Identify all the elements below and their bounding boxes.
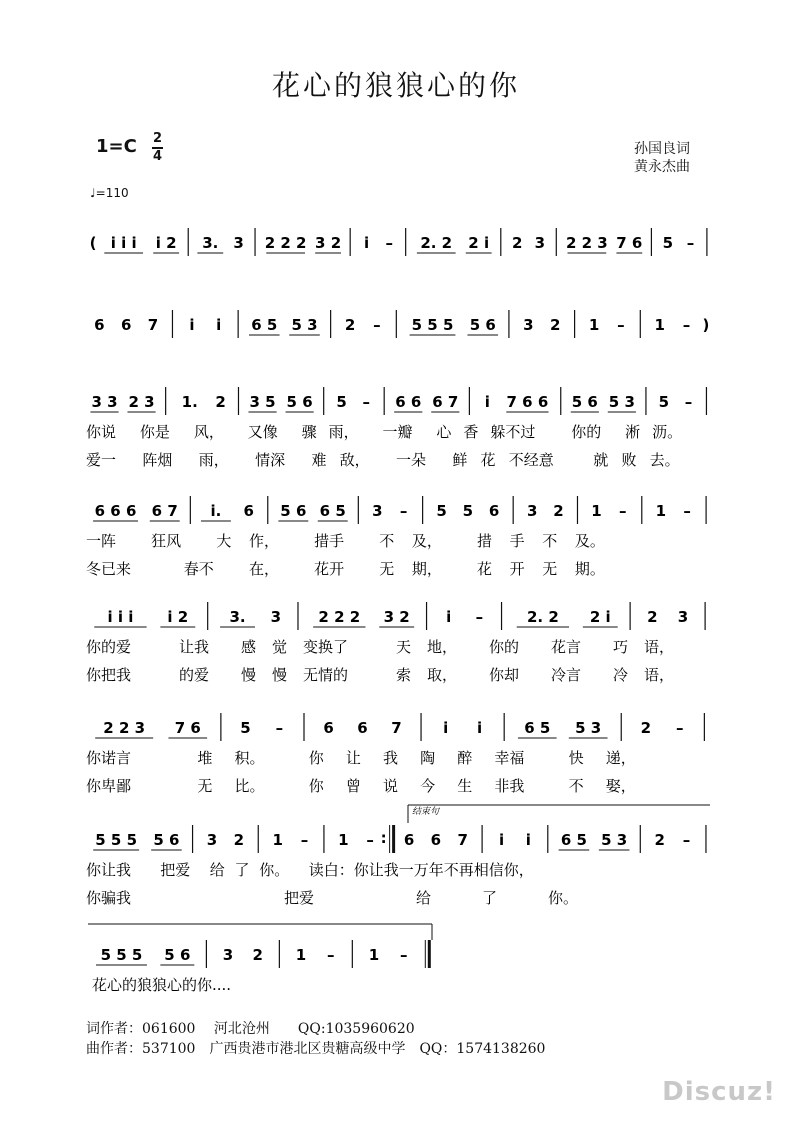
lyric-verse-2: 爱一 xyxy=(86,451,117,469)
note-group: i xyxy=(498,831,505,849)
note-group: i xyxy=(477,719,483,737)
note-group: 5 xyxy=(336,393,347,411)
note-group: i i i xyxy=(110,234,137,252)
note-group: 1 xyxy=(368,946,380,964)
note-group: – xyxy=(682,316,691,334)
composer-credit: 黄永杰曲 xyxy=(634,159,690,175)
lyric-verse-1: 狂风 xyxy=(151,532,182,550)
lyric-verse-1: 了 xyxy=(234,861,250,879)
note-group: – xyxy=(300,831,309,849)
lyric-verse-2: 去。 xyxy=(649,451,680,469)
note-group: 2 xyxy=(549,316,561,334)
lyric-verse-2: 冷言 xyxy=(551,666,582,684)
lyric-verse-1: 你 xyxy=(308,749,324,767)
note-group: 6 5 xyxy=(319,502,346,520)
lyric-verse-1: 让我 xyxy=(179,638,210,656)
note-group: 5 xyxy=(658,393,670,411)
note-group: 7 xyxy=(457,831,468,849)
footer-composer: 曲作者：537100 广西贵港市港北区贵糖高级中学 QQ：1574138260 xyxy=(86,1041,546,1057)
lyric-verse-1: 语， xyxy=(644,638,675,656)
note-group: i 2 xyxy=(155,234,177,252)
note-group: – xyxy=(683,502,691,520)
note-group: – xyxy=(275,719,284,737)
note-group: 6 xyxy=(323,719,334,737)
lyric-verse-1: 风， xyxy=(193,423,224,441)
lyric-verse-1: 香 xyxy=(463,423,479,441)
note-group: 3 xyxy=(523,316,534,334)
lyric-verse-2: 取， xyxy=(427,666,458,684)
time-sig-top: 2 xyxy=(152,131,163,146)
note-group: 3 xyxy=(206,831,218,849)
lyric-verse-2: 无 xyxy=(197,777,213,795)
lyric-verse-2: 不经意 xyxy=(508,451,554,469)
lyric-verse-2: 花 xyxy=(480,451,496,469)
lyric-verse-2: 冷 xyxy=(613,666,629,684)
lyric-verse-1: 及。 xyxy=(574,532,605,550)
note-group: 2 3 xyxy=(128,393,155,411)
lyric-verse-1: 作， xyxy=(248,532,279,550)
lyric-verse-2: 不 xyxy=(568,777,584,795)
lyric-verse-2: 花 xyxy=(477,560,493,578)
lyric-verse-1: 措 xyxy=(477,532,493,550)
lyric-verse-1: 花言 xyxy=(551,638,582,656)
note-group: – xyxy=(399,502,408,520)
lyric-verse-2: 给 xyxy=(416,889,432,907)
lyric-verse-1: 变换了 xyxy=(303,638,349,656)
lyric-verse-1: 骤 xyxy=(301,423,317,441)
lyric-verse-2: 慢 xyxy=(241,666,257,684)
lyric-verse-1: 陶 xyxy=(420,749,436,767)
lyric-verse-2: 你。 xyxy=(548,889,579,907)
repeat-sign: : xyxy=(380,829,387,847)
note-group: 6 xyxy=(357,719,368,737)
note-group: 5 6 xyxy=(164,946,191,964)
lyric-verse-2: 你骗我 xyxy=(86,889,132,907)
note-group: 6 6 xyxy=(395,393,422,411)
note-group: – xyxy=(326,946,335,964)
lyric-verse-1: 你让我 xyxy=(86,861,132,879)
note-group: 3 xyxy=(222,946,234,964)
note-group: 3 xyxy=(534,234,546,252)
note-group: 6 xyxy=(120,316,132,334)
lyric-verse-1: 躲不过 xyxy=(490,423,536,441)
note-group: 2 xyxy=(215,393,226,411)
footer-lyricist: 词作者：061600 河北沧州 QQ:1035960620 xyxy=(86,1021,415,1037)
lyric-verse-2: 难 xyxy=(311,451,327,469)
key-signature: 1=C xyxy=(96,136,137,157)
note-group: 7 6 6 xyxy=(506,393,549,411)
note-group: i xyxy=(484,393,490,411)
lyric-verse-1: 把爱 xyxy=(160,861,191,879)
lyric-verse-1: 心 xyxy=(436,423,452,441)
lyric-verse-1: 堆 xyxy=(197,749,213,767)
lyric-verse-1: 你是 xyxy=(139,423,170,441)
note-group: 5 5 5 xyxy=(411,316,454,334)
lyric-verse-2: 索 xyxy=(396,666,412,684)
note-group: 7 6 xyxy=(174,719,201,737)
lyric-verse-2: 的爱 xyxy=(179,666,210,684)
note-group: 6 xyxy=(488,502,500,520)
lyric-verse-2: 冬已来 xyxy=(86,560,132,578)
note-group: ( xyxy=(89,234,97,252)
lyric-verse-2: 敌， xyxy=(339,451,370,469)
lyric-verse-2: 今 xyxy=(420,777,436,795)
lyric-verse-2: 非我 xyxy=(494,777,525,795)
note-group: 2 xyxy=(511,234,523,252)
note-group: 2 xyxy=(252,946,263,964)
lyric-verse-1: 我 xyxy=(383,749,399,767)
note-group: 3 xyxy=(677,608,689,626)
tempo-mark: ♩=110 xyxy=(90,186,129,200)
note-group: 5 xyxy=(436,502,447,520)
lyric-verse-2: 春不 xyxy=(183,560,214,578)
lyric-verse-2: 曾 xyxy=(345,777,361,795)
lyric-verse-1: 一阵 xyxy=(86,532,117,550)
note-group: 2 2 3 xyxy=(103,719,146,737)
note-group: 3 3 xyxy=(91,393,118,411)
note-group: 1 xyxy=(295,946,307,964)
note-group: 7 xyxy=(391,719,402,737)
lyric-verse-1: 读白：你让我一万年不再相信你， xyxy=(308,861,534,879)
lyric-verse-2: 阵烟 xyxy=(142,451,173,469)
lyric-verse-2: 一朵 xyxy=(396,451,427,469)
lyric-verse-1: 幸福 xyxy=(494,749,525,767)
note-group: 2. 2 xyxy=(526,608,559,626)
lyric-verse-2: 就 xyxy=(593,451,609,469)
lyricist-credit: 孙国良词 xyxy=(634,141,690,157)
note-group: 5 6 xyxy=(571,393,598,411)
note-group: i 2 xyxy=(167,608,189,626)
lyric-verse-1: 花心的狼狼心的你.... xyxy=(92,976,232,994)
note-group: 2 xyxy=(647,608,658,626)
lyric-verse-1: 大 xyxy=(216,532,232,550)
lyric-verse-1: 觉 xyxy=(272,638,288,656)
note-group: 1 xyxy=(655,502,667,520)
note-group: 1 xyxy=(591,502,602,520)
lyric-verse-2: 把爱 xyxy=(284,889,315,907)
lyric-verse-2: 无情的 xyxy=(303,666,349,684)
lyric-verse-1: 感 xyxy=(241,638,257,656)
note-group: – xyxy=(682,831,691,849)
note-group: 6 5 xyxy=(560,831,587,849)
note-group: 2. 2 xyxy=(420,234,453,252)
note-group: 5 5 5 xyxy=(100,946,143,964)
note-group: i xyxy=(446,608,452,626)
note-group: ) xyxy=(702,316,710,334)
lyric-verse-1: 你的爱 xyxy=(86,638,132,656)
note-group: 1 xyxy=(654,316,665,334)
note-group: 6 7 xyxy=(432,393,459,411)
note-group: i xyxy=(364,234,370,252)
note-group: 2 xyxy=(344,316,356,334)
note-group: 6 xyxy=(403,831,415,849)
lyric-verse-2: 无 xyxy=(379,560,395,578)
lyric-verse-1: 你的 xyxy=(571,423,602,441)
lyric-verse-2: 娶， xyxy=(605,777,636,795)
ending-label: 结束句 xyxy=(412,807,440,817)
lyric-verse-1: 沥。 xyxy=(652,423,683,441)
note-group: – xyxy=(373,316,381,334)
lyric-verse-1: 递， xyxy=(605,749,636,767)
note-group: i xyxy=(216,316,222,334)
note-group: 5 6 xyxy=(286,393,313,411)
note-group: 1. xyxy=(181,393,198,411)
lyric-verse-2: 你把我 xyxy=(86,666,132,684)
lyric-verse-2: 说 xyxy=(383,777,399,795)
lyric-verse-1: 雨， xyxy=(328,423,359,441)
lyric-verse-2: 语， xyxy=(644,666,675,684)
note-group: – xyxy=(385,234,393,252)
note-group: 5 6 xyxy=(153,831,180,849)
lyric-verse-2: 开 xyxy=(509,560,525,578)
note-group: 3. xyxy=(229,608,246,626)
lyric-verse-1: 手 xyxy=(509,532,525,550)
lyric-verse-2: 期， xyxy=(411,560,442,578)
lyric-verse-1: 巧 xyxy=(613,638,629,656)
lyric-verse-1: 一瓣 xyxy=(382,423,413,441)
note-group: 5 3 xyxy=(575,719,602,737)
lyric-verse-1: 醉 xyxy=(457,749,473,767)
lyric-verse-2: 期。 xyxy=(574,560,605,578)
note-group: i i i xyxy=(107,608,134,626)
lyric-verse-1: 天 xyxy=(396,638,412,656)
lyric-verse-2: 花开 xyxy=(314,560,345,578)
note-group: 3 xyxy=(372,502,383,520)
lyric-verse-2: 你卑鄙 xyxy=(86,777,132,795)
note-group: – xyxy=(362,393,371,411)
lyric-verse-1: 你诺言 xyxy=(86,749,132,767)
lyric-verse-1: 措手 xyxy=(314,532,345,550)
lyric-verse-2: 鲜 xyxy=(452,451,468,469)
note-group: 2 i xyxy=(589,608,611,626)
lyric-verse-2: 比。 xyxy=(234,777,265,795)
lyric-verse-2: 雨， xyxy=(198,451,229,469)
note-group: 5 6 xyxy=(280,502,307,520)
lyric-verse-2: 你 xyxy=(308,777,324,795)
note-group: 1 xyxy=(272,831,283,849)
lyric-verse-1: 给 xyxy=(209,861,225,879)
time-sig-bottom: 4 xyxy=(152,149,163,164)
note-group: 5 3 xyxy=(291,316,318,334)
note-group: 5 xyxy=(662,234,674,252)
note-group: 2 i xyxy=(468,234,490,252)
note-group: 2 xyxy=(233,831,245,849)
lyric-verse-1: 地， xyxy=(427,638,458,656)
lyric-verse-1: 及， xyxy=(411,532,442,550)
lyric-verse-2: 在， xyxy=(248,560,279,578)
note-group: 5 3 xyxy=(601,831,628,849)
note-group: 5 xyxy=(240,719,251,737)
note-group: 3. xyxy=(202,234,219,252)
note-group: 1 xyxy=(588,316,600,334)
lyric-verse-1: 你。 xyxy=(259,861,290,879)
note-group: 7 xyxy=(147,316,159,334)
lyric-verse-1: 不 xyxy=(542,532,558,550)
note-group: 3 xyxy=(233,234,244,252)
note-group: – xyxy=(366,831,374,849)
note-group: – xyxy=(619,502,627,520)
note-group: – xyxy=(676,719,684,737)
note-group: 7 6 xyxy=(616,234,643,252)
note-group: 6 7 xyxy=(151,502,178,520)
note-group: 2 2 3 xyxy=(565,234,608,252)
note-group: 3 xyxy=(270,608,282,626)
lyric-verse-1: 积。 xyxy=(234,749,265,767)
note-group: 5 xyxy=(462,502,474,520)
note-group: 2 2 2 xyxy=(264,234,307,252)
note-group: 6 5 xyxy=(251,316,278,334)
note-group: 5 6 xyxy=(469,316,496,334)
note-group: i xyxy=(189,316,195,334)
note-group: 2 2 2 xyxy=(318,608,361,626)
note-group: – xyxy=(399,946,408,964)
note-group: – xyxy=(617,316,625,334)
note-group: 6 6 6 xyxy=(94,502,137,520)
note-group: i. xyxy=(210,502,222,520)
lyric-verse-2: 败 xyxy=(621,451,637,469)
lyric-verse-2: 无 xyxy=(542,560,558,578)
note-group: – xyxy=(684,393,693,411)
note-group: 3 xyxy=(526,502,538,520)
song-title: 花心的狼狼心的你 xyxy=(271,69,520,102)
lyric-verse-2: 情深 xyxy=(255,451,286,469)
note-group: 3 2 xyxy=(383,608,410,626)
note-group: 6 xyxy=(430,831,442,849)
lyric-verse-2: 生 xyxy=(457,777,473,795)
note-group: 6 5 xyxy=(524,719,551,737)
note-group: 5 3 xyxy=(608,393,635,411)
note-group: 1 xyxy=(338,831,349,849)
note-group: 2 xyxy=(654,831,665,849)
note-group: i xyxy=(443,719,449,737)
lyric-verse-1: 又像 xyxy=(247,423,278,441)
note-group: 2 xyxy=(553,502,564,520)
lyric-verse-1: 你的 xyxy=(489,638,520,656)
note-group: 6 xyxy=(243,502,254,520)
note-group: 3 5 xyxy=(249,393,276,411)
lyric-verse-2: 慢 xyxy=(272,666,288,684)
lyric-verse-2: 你却 xyxy=(489,666,520,684)
note-group: – xyxy=(475,608,484,626)
lyric-verse-1: 淅 xyxy=(625,423,641,441)
note-group: – xyxy=(686,234,695,252)
lyric-verse-1: 不 xyxy=(379,532,395,550)
lyric-verse-2: 了 xyxy=(482,889,498,907)
note-group: 2 xyxy=(640,719,652,737)
note-group: 5 5 5 xyxy=(95,831,138,849)
note-group: i xyxy=(525,831,531,849)
lyric-verse-1: 快 xyxy=(568,749,584,767)
discuz-watermark: Discuz! xyxy=(662,1077,776,1107)
note-group: 3 2 xyxy=(315,234,342,252)
note-group: 6 xyxy=(94,316,105,334)
lyric-verse-1: 你说 xyxy=(86,423,117,441)
lyric-verse-1: 让 xyxy=(345,749,361,767)
